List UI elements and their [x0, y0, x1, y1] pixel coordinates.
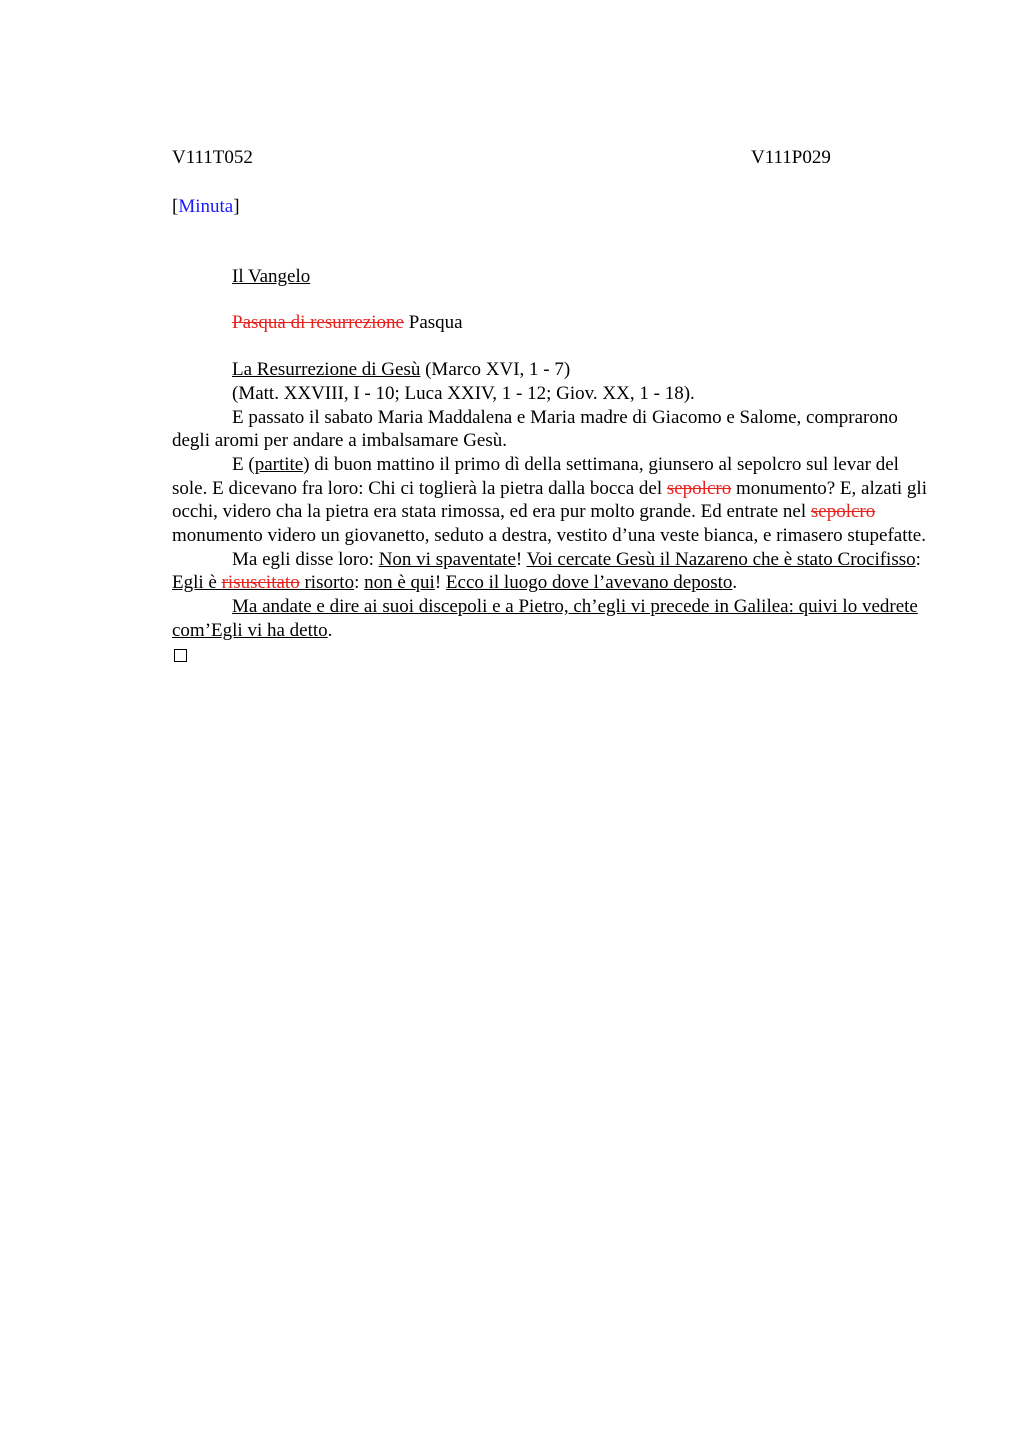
section-heading	[172, 358, 932, 382]
section-reference: (Marco XVI, 1 - 7)	[425, 359, 571, 381]
paragraph-3	[172, 548, 932, 595]
minuta-label	[172, 195, 932, 219]
subtitle-inserted-text: Pasqua	[408, 312, 463, 334]
paragraph-2-underlined-partite: partite	[254, 453, 304, 475]
paragraph-2-text-a: E (	[232, 453, 255, 475]
parallel-references	[172, 382, 932, 406]
paragraph-2-text-c: monumento? E, alzati gli occhi, videro cha la pietra era stata rimossa, ed era pur molto grande. Ed entrate nel	[172, 477, 927, 523]
paragraph-3-text-e: !	[434, 572, 446, 594]
end-checkbox[interactable]	[174, 649, 187, 662]
paragraph-3-text-a: Ma egli disse loro:	[232, 548, 379, 570]
page-title	[172, 265, 932, 289]
section-title: La Resurrezione di Gesù	[232, 359, 421, 381]
subtitle	[172, 311, 932, 335]
document-code-right: V111P029	[751, 147, 831, 168]
paragraph-2-text-b: ) di buon mattino il primo dì della settimana, giunsero al sepolcro sul levar del sole. E dicevano fra loro: Chi ci toglierà la pietra dalla bocca del	[172, 453, 899, 499]
minuta-link[interactable]: Minuta	[178, 196, 234, 217]
document-code-left: V111T052	[172, 147, 253, 168]
paragraph-3-deleted: risuscitato	[221, 572, 300, 594]
paragraph-3-text-b: !	[515, 548, 527, 570]
paragraph-3-underlined-5: Ecco il luogo dove l’avevano deposto	[445, 572, 733, 594]
paragraph-3-text-f: .	[732, 572, 738, 594]
paragraph-3-underlined-1: Non vi spaventate	[378, 548, 516, 570]
document-header	[172, 146, 932, 170]
paragraph-2-deleted-1: sepolcro	[666, 477, 732, 499]
paragraph-3-underlined-3	[172, 572, 354, 593]
paragraph-3-text-d: :	[354, 572, 365, 594]
paragraph-3-text-c: :	[915, 548, 921, 570]
paragraph-4-end: .	[327, 619, 333, 641]
paragraph-2-text-d: monumento videro un giovanetto, seduto a destra, vestito d’una veste bianca, e rimasero stupefatte.	[172, 525, 926, 547]
paragraph-2-deleted-2: sepolcro	[810, 501, 876, 523]
paragraph-2	[172, 453, 932, 548]
paragraph-3-underlined-3b: risorto	[299, 572, 355, 594]
paragraph-4-underlined: Ma andate e dire ai suoi discepoli e a Pietro, ch’egli vi precede in Galilea: quivi lo vedrete com’Egli vi ha detto	[172, 596, 918, 641]
paragraph-3-underlined-4: non è qui	[364, 572, 435, 594]
subtitle-deleted-text: Pasqua di resurrezione	[232, 312, 404, 334]
paragraph-4	[172, 595, 932, 642]
paragraph-3-underlined-2: Voi cercate Gesù il Nazareno che è stato Crocifisso	[526, 548, 916, 570]
page-title-text: Il Vangelo	[232, 265, 311, 287]
paragraph-3-underlined-3a: Egli è	[172, 572, 222, 594]
paragraph-1: E passato il sabato Maria Maddalena e Maria madre di Giacomo e Salome, comprarono degli aromi per andare a imbalsamare Gesù.	[172, 406, 898, 452]
minuta-open-bracket: [	[172, 196, 179, 217]
document-page	[172, 146, 932, 662]
minuta-close-bracket: ]	[233, 196, 240, 217]
parallel-references-text: (Matt. XXVIII, I - 10; Luca XXIV, 1 - 12; Giov. XX, 1 - 18).	[232, 382, 695, 404]
